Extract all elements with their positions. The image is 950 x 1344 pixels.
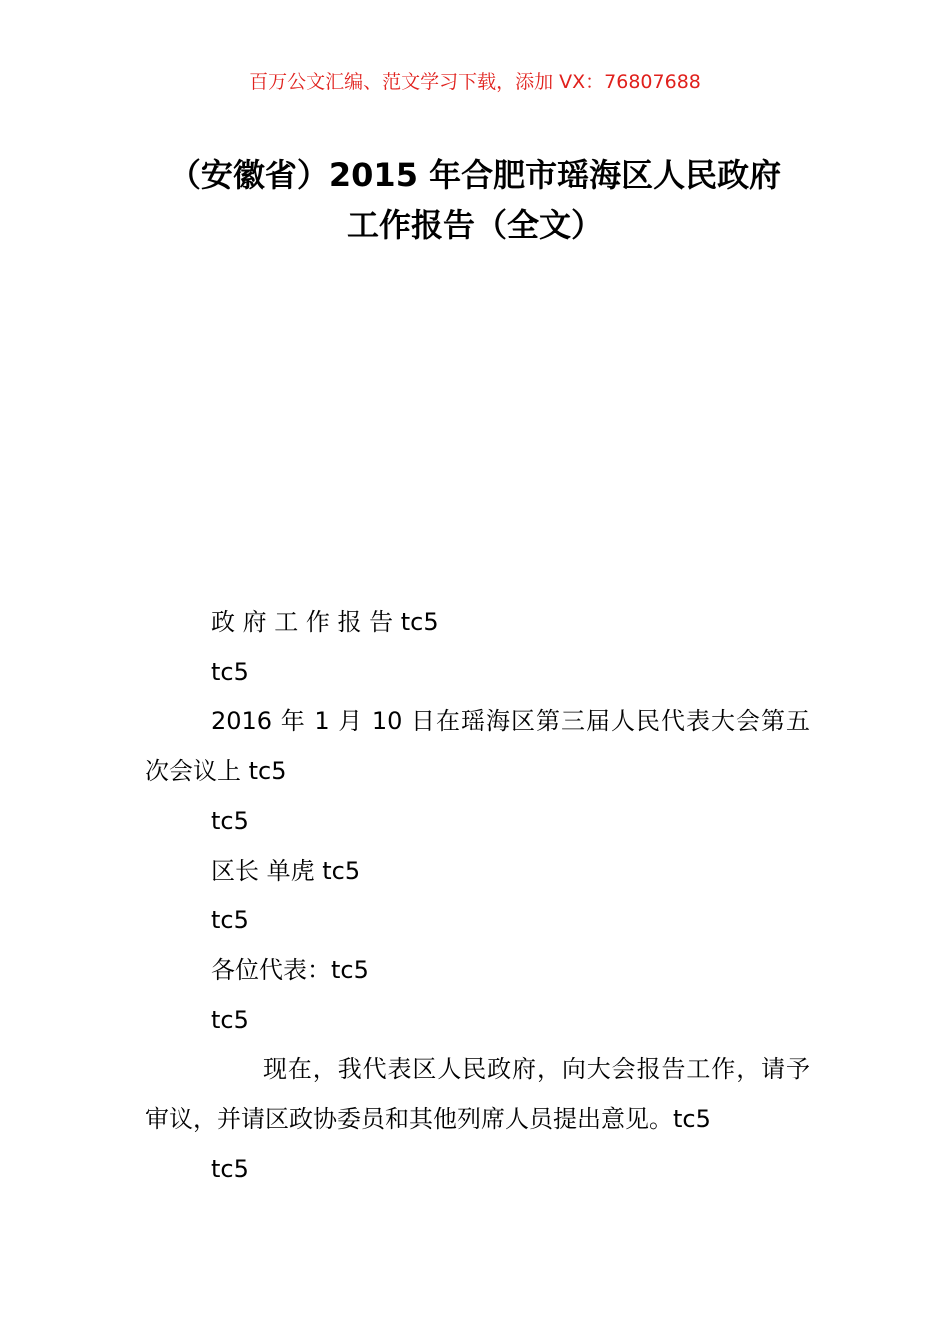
document-title-line-1: （安徽省）2015 年合肥市瑶海区人民政府 xyxy=(168,156,782,194)
paragraph: tc5 xyxy=(211,1154,249,1183)
paragraph-date-line: 2016 年 1 月 10 日在瑶海区第三届人民代表大会第五次会议上 tc5 xyxy=(145,707,810,786)
document-title-line-2: 工作报告（全文） xyxy=(346,206,603,244)
paragraph: tc5 xyxy=(211,657,249,686)
document-title xyxy=(60,150,890,250)
paragraph-salutation: 各位代表：tc5 xyxy=(211,955,369,984)
paragraph-speaker: 区长 单虎 tc5 xyxy=(211,856,361,885)
header-note: 百万公文汇编、范文学习下载，添加 VX：76807688 xyxy=(249,71,701,93)
paragraph: tc5 xyxy=(211,906,249,935)
paragraph: tc5 xyxy=(211,806,249,835)
paragraph: tc5 xyxy=(211,1005,249,1034)
paragraph-opening: 现在，我代表区人民政府，向大会报告工作，请予审议，并请区政协委员和其他列席人员提出意见。tc5 xyxy=(145,1055,810,1134)
paragraph-report-heading: 政 府 工 作 报 告 tc5 xyxy=(211,608,439,636)
document-body xyxy=(145,598,810,1194)
